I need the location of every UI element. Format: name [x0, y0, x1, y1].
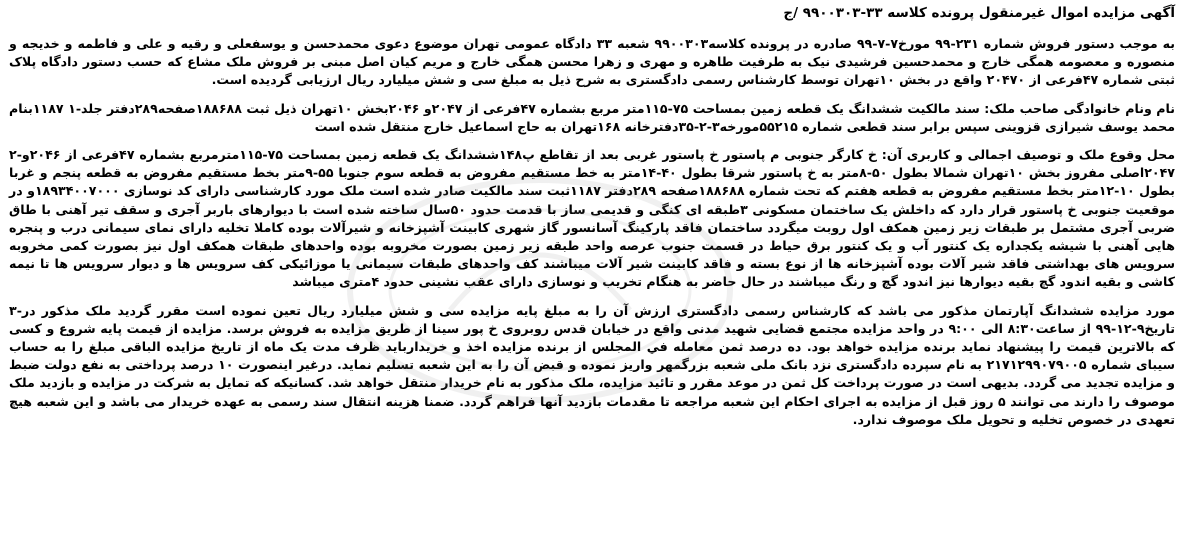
paragraph-owner: نام ونام خانوادگی صاحب ملک: سند مالکیت ششدانگ یک قطعه زمین بمساحت ۷۵-۱۱۵متر مربع بشماره ۴۷فرعی از ۲۰۴۷و ۲۰۴۶بخش ۱۰تهران ذیل ثبت ۱۸۸۶۸۸صفحه۲۸۹دفتر جلد-۱ ۱۱۸۷بنام محمد یوسف شیرازی قزوینی سپس برابر سند قطعی شماره ۵۵۲۱۵مورخه۳-۲-۳۵دفترخانه ۱۶۸تهران به حاج اسماعیل خارج منتقل شده است — [9, 100, 1175, 134]
notice-title: آگهی مزایده اموال غیرمنقول پرونده کلاسه ۳۳-۹۹۰۰۳۰۳ /ج — [783, 5, 1175, 21]
paragraph-sale-order: به موجب دستور فروش شماره ۲۳۱-۹۹ مورخ۷-۷-۹۹ صادره در پرونده کلاسه۹۹۰۰۳۰۳ شعبه ۳۳ دادگاه عمومی تهران موضوع دعوی محمدحسن و یوسفعلی و رقیه و علی و فاطمه و خدیجه و منصوره و معصومه همگی خارج و محمدحسین فرشیدی نیک به طرفیت طاهره و مهری و زهرا محسن همگی خارج و مریم کیان اصل مبنی بر فروش ملک مشاع که حسب دستور دادگاه پلاک ثبتی شماره ۴۷فرعی از ۲۰۴۷۰ واقع در بخش ۱۰تهران توسط کارشناس رسمی دادگستری به شرح ذیل به مبلغ سی و شش میلیارد ریال ارزیابی گردیده است. — [9, 36, 1176, 88]
paragraph-auction-terms: مورد مزایده ششدانگ آپارتمان مذکور می باشد که کارشناس رسمی دادگستری ارزش آن را به مبلغ پایه مزایده سی و شش میلیارد ریال تعین نموده است مقرر گردید ملک مذکور در-۳ تاریخ۹-۱۲-۹۹ از ساعت۸:۳۰ الی ۹:۰۰ در واحد مزایده مجتمع قضایی شهید مدنی واقع در خیابان قدس روبروی خ پور سینا از طریق مزایده به فروش برسد. مزایده از قیمت پایه شروع و کسی که بالاترین قیمت را پیشنهاد نماید برنده مزایده خواهد بود. ده درصد ثمن معامله في المجلس از برنده مزایده اخذ و خریدارباید ظرف مدت یک ماه از تاریخ مزایده الباقی مبلغ را به حساب سیبای شماره ۲۱۷۱۲۹۹۰۷۹۰۰۵ به نام سپرده دادگستری نزد بانک ملی شعبه بزرگمهر واریز نموده و قبض آن را به این شعبه تسلیم نماید. درغیر اینصورت ۱۰ درصد پرداختی به نفع دولت ضبط و مزایده تجدید می گردد. بدیهی است در صورت پرداخت کل ثمن در موعد مقرر و تائید مزایده، ملک مذکور به نام خریدار منتقل خواهد شد. کسانیکه که تمایل به شرکت در مزایده و بازدید ملک موصوف را دارند می توانند ۵ روز قبل از مزایده به اجرای احکام این شعبه مراجعه تا مقدمات بازدید آنها فراهم گردد. ضمنا هزینه انتقال سند رسمی به عهده خریدار می باشد و این شعبه هیچ تعهدی در خصوص تخلیه و تحویل ملک موصوف ندارد. — [9, 302, 1176, 427]
paragraph-property-description: محل وقوع ملک و توصیف اجمالی و کاربری آن: خ کارگر جنوبی م پاستور خ پاستور غربی بعد از تقاطع پ۱۴۸ششدانگ یک قطعه زمین بمساحت ۷۵-۱۱۵مترمربع بشماره ۴۷فرعی از ۲۰۴۶و-۲ ۲۰۴۷اصلی مفروز بخش ۱۰تهران شمالا بطول ۵۰-۸متر به خ پاستور شرقا بطول ۴۰-۱۴متر به خط مستقیم مفروض به قطعه سوم جنوبا ۵۵-۹متر بخط مستقیم مفروض به قطعه پنجم و غربا بطول ۱۰-۱۲متر بخط مستقیم مفروض به قطعه هفتم که تحت شماره ۱۸۸۶۸۸صفحه ۲۸۹دفتر ۱۱۸۷ثبت سند مالکیت صادر شده است ملک مورد کارشناسی دارای کد نوسازی ۱۸۹۳۴۰۰۷۰۰۰و در موقعیت جنوبی خ پاستور قرار دارد که داخلش یک ساختمان مسکونی ۳طبقه ای کنگی و قدیمی ساز با قدمت حدود ۵۰سال ساخته شده است با دیوارهای باربر آجری و سقف تیر آهنی با طاق ضربی آجری مشتمل بر طبقات زیر زمین همکف اول روبت میگردد ساختمان فاقد پارکینگ آسانسور گاز شهری کابینت آشپزخانه و شیرآلات بوده کاملا تخلیه دارای نمای سیمانی درب و پنجره هایی آهنی با شیشه یکجداره یک کنتور آب و یک کنتور برق حیاط در قسمت جنوب عرصه واحد طبقه زیر زمین بصورت مخروبه بوده واحدهای طبقات همکف اول نیز بصورت کمی مخروبه سرویس های بهداشتی فاقد شیر آلات بوده آشپزخانه ها از نوع بسته و فاقد کابینت شیر آلات میباشند کف واحدهای طبقات سیمانی یا موزائیکی کف سرویس ها و دیوار سرویس ها تا نیمه کاشی و بقیه اندود گچ بقیه دیوارها نیز اندود گچ و رنگ میباشند در حال حاضر به هنگام تخریب و نوسازی دارای عقب نشینی حدود ۴متری میباشد — [9, 147, 1176, 290]
